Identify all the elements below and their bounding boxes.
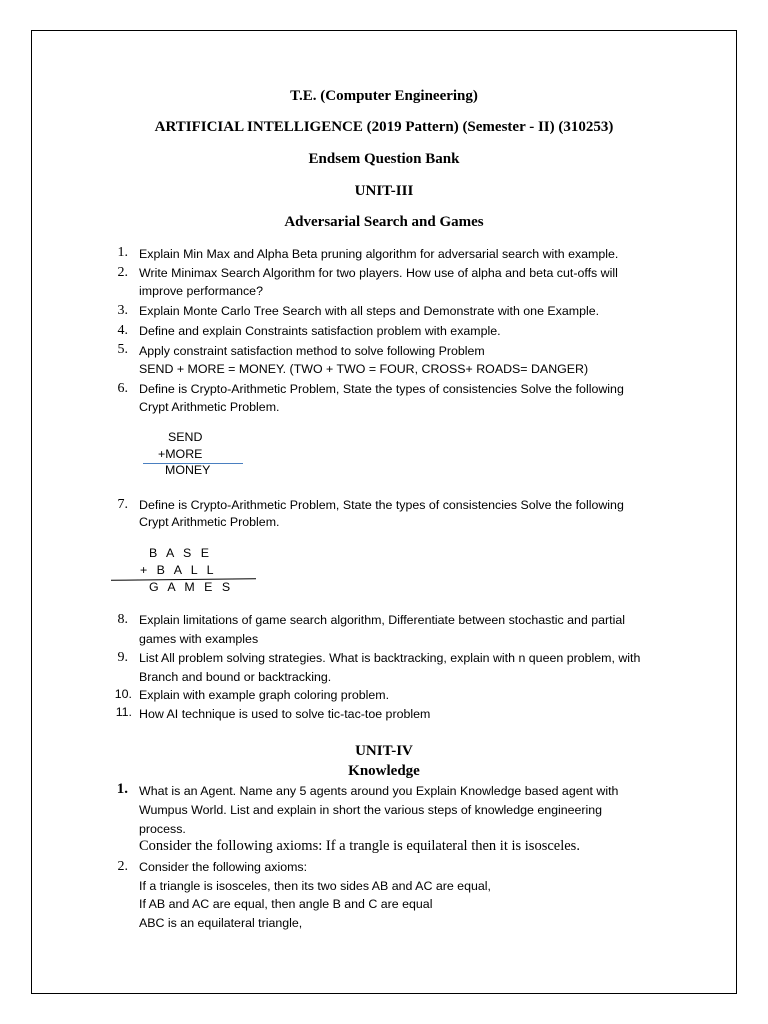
- question-text: games with examples: [139, 632, 259, 646]
- unit4-title: Knowledge: [348, 763, 420, 779]
- question-text: Apply constraint satisfaction method to solve following Problem: [139, 344, 485, 358]
- question-number: 4.: [117, 323, 128, 338]
- unit3-heading: UNIT-III: [354, 183, 414, 199]
- question-text: Explain Min Max and Alpha Beta pruning algorithm for adversarial search with example.: [139, 247, 619, 261]
- question-text: Crypt Arithmetic Problem.: [139, 515, 280, 529]
- question-text: Branch and bound or backtracking.: [139, 670, 332, 684]
- question-text: Explain limitations of game search algorithm, Differentiate between stochastic and partial: [139, 613, 626, 627]
- unit3-title: Adversarial Search and Games: [284, 214, 484, 230]
- question-text: Explain Monte Carlo Tree Search with all steps and Demonstrate with one Example.: [139, 304, 600, 318]
- question-number: 3.: [117, 303, 128, 318]
- question-number: 6.: [117, 381, 128, 396]
- question-text: If a triangle is isosceles, then its two sides AB and AC are equal,: [139, 879, 491, 893]
- question-number: 5.: [117, 342, 128, 357]
- puzzle1-line1: SEND: [168, 430, 203, 444]
- subject-heading: ARTIFICIAL INTELLIGENCE (2019 Pattern) (Semester - II) (310253): [154, 119, 614, 135]
- question-number: 11.: [115, 705, 132, 719]
- question-number: 2.: [117, 859, 128, 874]
- question-number: 2.: [117, 265, 128, 280]
- question-text: How AI technique is used to solve tic-tac-toe problem: [139, 707, 431, 721]
- question-text: Consider the following axioms:: [139, 860, 308, 874]
- question-text: What is an Agent. Name any 5 agents around you Explain Knowledge based agent with: [139, 784, 619, 798]
- question-text: ABC is an equilateral triangle,: [139, 916, 303, 930]
- question-text: Define is Crypto-Arithmetic Problem, State the types of consistencies Solve the following: [139, 382, 624, 396]
- question-number: 9.: [117, 650, 128, 665]
- puzzle2-line1: B A S E: [149, 546, 213, 560]
- question-text: Define and explain Constraints satisfaction problem with example.: [139, 324, 501, 338]
- question-text: improve performance?: [139, 284, 263, 298]
- course-heading: T.E. (Computer Engineering): [290, 88, 478, 104]
- question-number: 8.: [117, 612, 128, 627]
- puzzle1-line3: MONEY: [165, 463, 211, 477]
- puzzle2-line2: + B A L L: [140, 563, 217, 577]
- unit4-heading: UNIT-IV: [355, 743, 413, 759]
- question-text: If AB and AC are equal, then angle B and C are equal: [139, 897, 433, 911]
- question-number: 10.: [114, 687, 132, 701]
- puzzle2-line3: G A M E S: [149, 580, 234, 594]
- question-number: 1.: [116, 781, 128, 797]
- question-text: Wumpus World. List and explain in short the various steps of knowledge engineering: [139, 803, 603, 817]
- question-text: List All problem solving strategies. What is backtracking, explain with n queen problem, with: [139, 651, 641, 665]
- question-number: 1.: [117, 245, 128, 260]
- question-text: process.: [139, 822, 186, 836]
- question-text: Crypt Arithmetic Problem.: [139, 400, 280, 414]
- puzzle1-line2: +MORE: [158, 447, 203, 461]
- question-text: Define is Crypto-Arithmetic Problem, State the types of consistencies Solve the following: [139, 498, 624, 512]
- question-bank-heading: Endsem Question Bank: [308, 151, 460, 167]
- question-number: 7.: [117, 497, 128, 512]
- question-text: Explain with example graph coloring problem.: [139, 688, 390, 702]
- axiom-line: Consider the following axioms: If a trangle is equilateral then it is isosceles.: [139, 838, 580, 854]
- question-text: SEND + MORE = MONEY. (TWO + TWO = FOUR, CROSS+ ROADS= DANGER): [139, 362, 589, 376]
- question-text: Write Minimax Search Algorithm for two players. How use of alpha and beta cut-offs will: [139, 266, 618, 280]
